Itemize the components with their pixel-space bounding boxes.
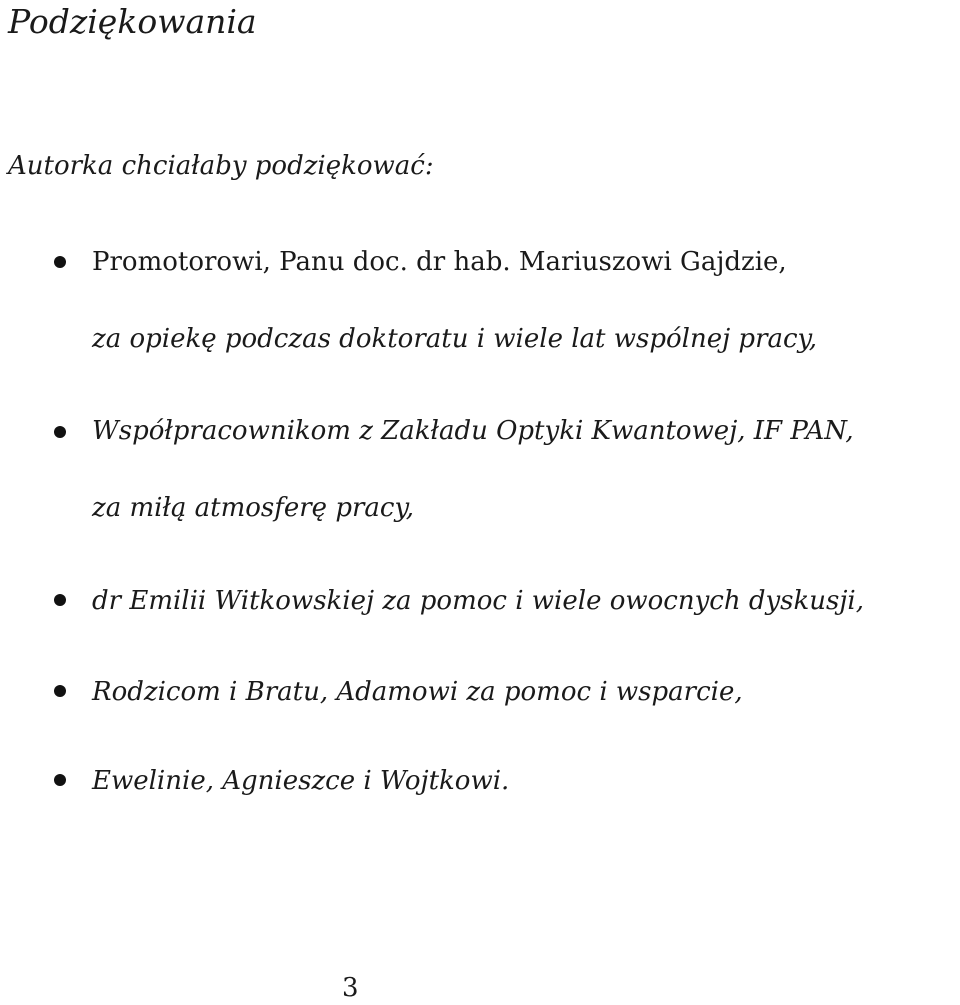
list-item-continuation: za miłą atmosferę pracy, [92,493,414,523]
bullet-icon [54,256,66,268]
page-title: Podziękowania [8,2,257,41]
bullet-icon [54,685,66,697]
page-number: 3 [342,973,359,1003]
bullet-icon [54,426,66,438]
list-item-text: Rodzicom i Bratu, Adamowi za pomoc i wsparcie, [92,677,743,707]
list-item-text-name: Mariuszowi Gajdzie, [510,247,787,277]
list-item-text-upright: Promotorowi, Panu doc. dr hab. [92,247,511,277]
list-item-line [92,244,787,280]
list-item-text: dr Emilii Witkowskiej za pomoc i wiele owocnych dyskusji, [92,586,865,616]
bullet-icon [54,594,66,606]
list-item-text: Ewelinie, Agnieszce i Wojtkowi. [92,766,510,796]
list-item-text: Współpracownikom z Zakładu Optyki Kwantowej, IF PAN, [92,416,854,446]
intro-text: Autorka chciałaby podziękować: [8,151,434,181]
list-item-continuation: za opiekę podczas doktoratu i wiele lat wspólnej pracy, [92,324,818,354]
bullet-icon [54,774,66,786]
